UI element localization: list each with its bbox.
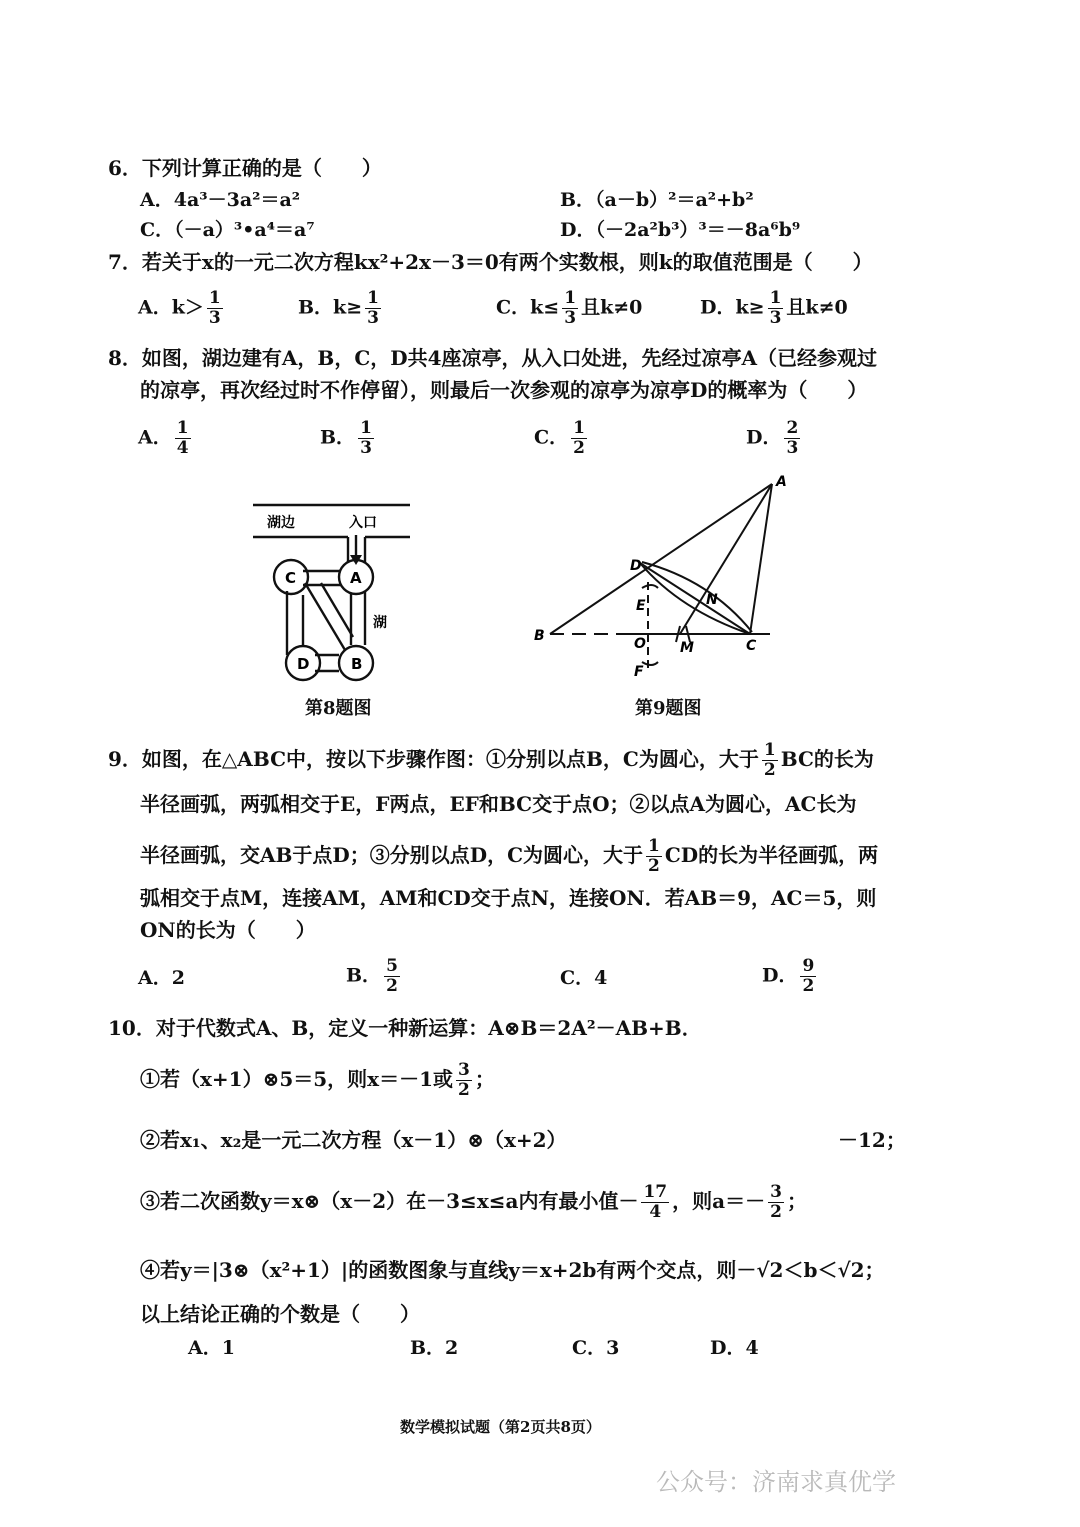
q10-option-c: C．3 [572, 1337, 620, 1359]
fig8-pavilion-c: C [285, 569, 297, 587]
fig8-lake-side-label: 湖边 [267, 515, 295, 531]
fig8-caption: 第8题图 [305, 698, 372, 719]
q10-stem: 10．对于代数式A、B，定义一种新运算：A⊗B＝2A²－AB+B． [108, 1016, 702, 1040]
figure-9 [530, 470, 800, 690]
q8-option-d: D． $\frac{2}{3}$ [746, 418, 799, 458]
fig9-point-c: C [746, 638, 757, 654]
q6-option-a: A．4a³－3a²＝a² [140, 189, 301, 211]
q9-line3: 半径画弧，交AB于点D；③分别以点D，C为圆心，大于 $\frac{1}{2}$ CD的长为半径画弧，两 [140, 836, 879, 876]
q7-option-b: B．k≥ $\frac{1}{3}$ [298, 288, 379, 328]
q7-option-a: A．k＞ $\frac{1}{3}$ [138, 288, 221, 328]
q8-option-c: C． $\frac{1}{2}$ [534, 418, 585, 458]
q9-line1: 9．如图，在△ABC中，按以下步骤作图：①分别以点B，C为圆心，大于 $\frac{1}{2}$ BC的长为 [108, 740, 874, 780]
q9-line4: 弧相交于点M，连接AM，AM和CD交于点N，连接ON．若AB＝9，AC＝5，则 [140, 886, 877, 910]
q10-statement-1: ①若（x+1）⊗5＝5，则x＝－1或 $\frac{3}{2}$ ； [140, 1060, 495, 1100]
fig9-point-a: A [776, 474, 787, 490]
q6-option-d: D．（－2a²b³）³＝－8a⁶b⁹ [560, 219, 801, 241]
q10-statement-2-end: －12； [838, 1128, 906, 1152]
q9-option-d: D． $\frac{9}{2}$ [762, 956, 815, 996]
q9-option-b: B． $\frac{5}{2}$ [346, 956, 398, 996]
q9-line2: 半径画弧，两弧相交于E，F两点，EF和BC交于点O；②以点A为圆心，AC长为 [140, 792, 857, 816]
fig9-point-e: E [636, 598, 646, 614]
q7-stem: 7．若关于x的一元二次方程kx²+2x－3＝0有两个实数根，则k的取值范围是（ ） [108, 250, 873, 274]
q10-option-a: A．1 [188, 1337, 235, 1359]
fig8-entrance-label: 入口 [349, 515, 377, 531]
q9-option-c: C．4 [560, 967, 608, 989]
fig8-lake-label: 湖 [373, 615, 387, 631]
figure-8 [245, 495, 425, 690]
q8-stem-line2: 的凉亭，再次经过时不作停留），则最后一次参观的凉亭为凉亭D的概率为（ ） [140, 378, 868, 402]
q10-statement-3: ③若二次函数y＝x⊗（x－2）在－3≤x≤a内有最小值－ $\frac{17}{4}$ ，则a＝－ $\frac{3}{2}$ ； [140, 1182, 807, 1222]
fig9-caption: 第9题图 [635, 698, 702, 719]
q9-option-a: A．2 [138, 967, 185, 989]
q6-option-b: B．（a－b）²＝a²+b² [560, 189, 754, 211]
q6-stem: 6．下列计算正确的是（ ） [108, 156, 382, 180]
fig9-point-f: F [634, 664, 644, 680]
fig9-point-n: N [706, 592, 718, 608]
q6-option-c: C．（－a）³•a⁴＝a⁷ [140, 219, 315, 241]
q10-conclusion: 以上结论正确的个数是（ ） [140, 1302, 420, 1326]
q10-statement-2: ②若x₁、x₂是一元二次方程（x－1）⊗（x+2） [140, 1128, 567, 1152]
fig8-pavilion-d: D [297, 655, 310, 673]
q9-line5: ON的长为（ ） [140, 918, 316, 942]
q10-statement-4: ④若y＝|3⊗（x²+1）|的函数图象与直线y＝x+2b有两个交点，则－√2＜b＜√2； [140, 1258, 885, 1282]
fig9-point-d: D [630, 558, 642, 574]
watermark: 公众号：济南求真优学 [656, 1468, 896, 1496]
q10-option-d: D．4 [710, 1337, 759, 1359]
fig9-point-b: B [534, 628, 545, 644]
fig8-pavilion-a: A [350, 569, 362, 587]
q10-option-b: B．2 [410, 1337, 459, 1359]
q7-option-d: D．k≥ $\frac{1}{3}$ 且k≠0 [700, 288, 848, 328]
q8-stem-line1: 8．如图，湖边建有A，B，C，D共4座凉亭，从入口处进，先经过凉亭A（已经参观过 [108, 346, 878, 370]
q8-option-a: A． $\frac{1}{4}$ [138, 418, 189, 458]
page-footer: 数学模拟试题（第2页共8页） [400, 1418, 601, 1436]
fig9-point-o: O [634, 636, 646, 652]
q7-option-c: C．k≤ $\frac{1}{3}$ 且k≠0 [496, 288, 643, 328]
q8-option-b: B． $\frac{1}{3}$ [320, 418, 372, 458]
fig8-pavilion-b: B [351, 655, 363, 673]
fig9-point-m: M [680, 640, 694, 656]
